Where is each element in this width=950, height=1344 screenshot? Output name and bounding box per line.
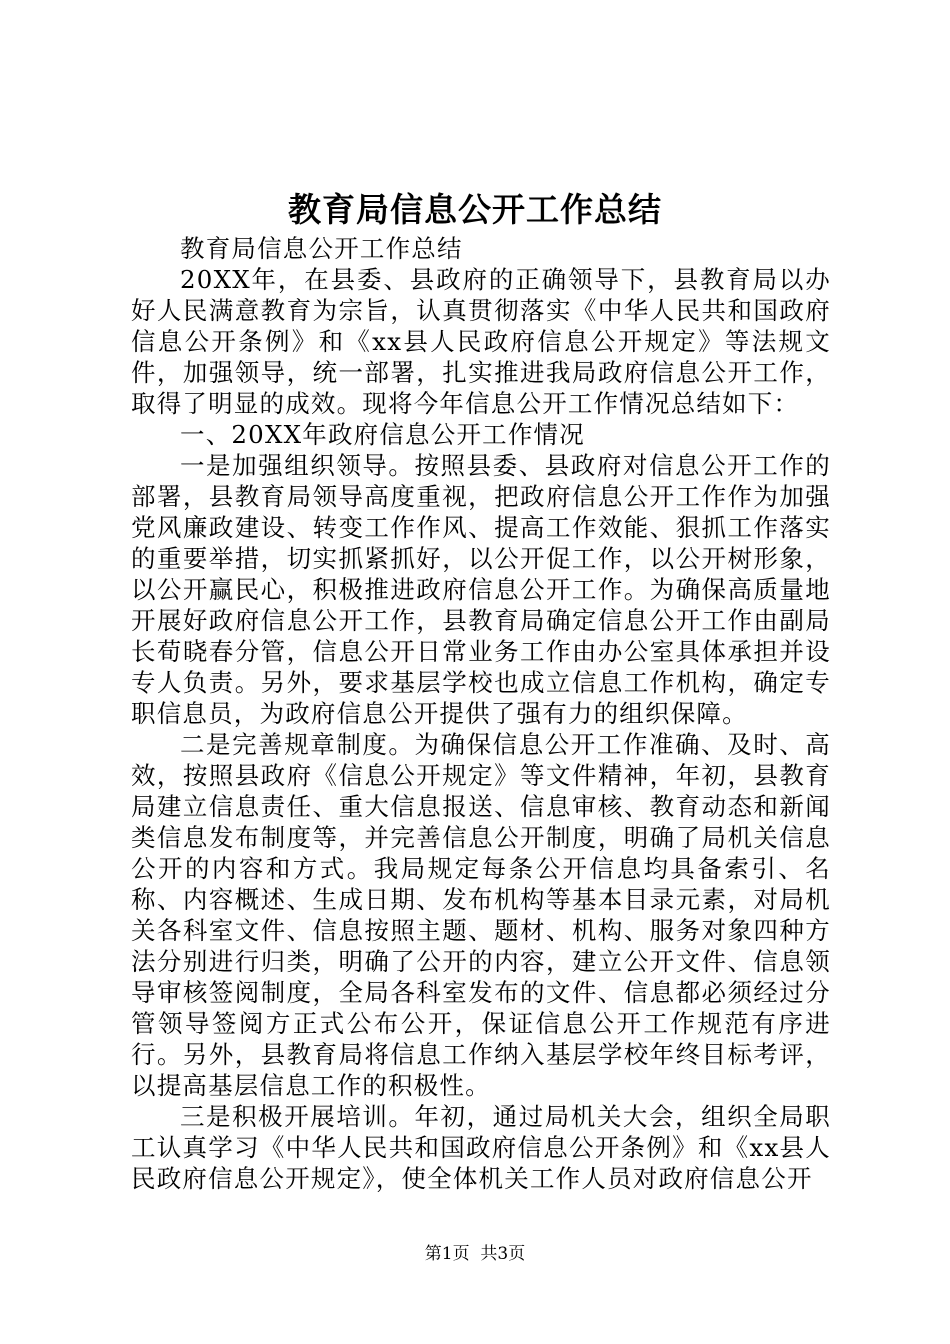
document-title: 教育局信息公开工作总结 xyxy=(288,190,662,229)
paragraph-intro: 20XX年，在县委、县政府的正确领导下，县教育局以办好人民满意教育为宗旨，认真贯彻落实《中华人民共和国政府信息公开条例》和《xx县人民政府信息公开规定》等法规文件，加强领导，统一部署，扎实推进我局政府信息公开工作，取得了明显的成效。现将今年信息公开工作情况总结如下： xyxy=(131,265,831,418)
paragraph-heading: 教育局信息公开工作总结 xyxy=(180,234,463,263)
page-footer xyxy=(0,1242,950,1266)
page-number: 第1页 xyxy=(424,1244,470,1264)
paragraph-section-one: 一、20XX年政府信息公开工作情况 xyxy=(180,420,585,449)
paragraph-regulations: 二是完善规章制度。为确保信息公开工作准确、及时、高效，按照县政府《信息公开规定》等文件精神，年初，县教育局建立信息责任、重大信息报送、信息审核、教育动态和新闻类信息发布制度等，并完善信息公开制度，明确了局机关信息公开的内容和方式。我局规定每条公开信息均具备索引、名称、内容概述、生成日期、发布机构等基本目录元素，对局机关各科室文件、信息按照主题、题材、机构、服务对象四种方法分别进行归类，明确了公开的内容，建立公开文件、信息领导审核签阅制度，全局各科室发布的文件、信息都必须经过分管领导签阅方正式公布公开，保证信息公开工作规范有序进行。另外，县教育局将信息工作纳入基层学校年终目标考评，以提高基层信息工作的积极性。 xyxy=(131,730,831,1100)
paragraph-training: 三是积极开展培训。年初，通过局机关大会，组织全局职工认真学习《中华人民共和国政府信息公开条例》和《xx县人民政府信息公开规定》，使全体机关工作人员对政府信息公开 xyxy=(131,1102,831,1193)
paragraph-organization: 一是加强组织领导。按照县委、县政府对信息公开工作的部署，县教育局领导高度重视，把政府信息公开工作作为加强党风廉政建设、转变工作作风、提高工作效能、狠抓工作落实的重要举措，切实抓紧抓好，以公开促工作，以公开树形象，以公开赢民心，积极推进政府信息公开工作。为确保高质量地开展好政府信息公开工作，县教育局确定信息公开工作由副局长荀晓春分管，信息公开日常业务工作由办公室具体承担并设专人负责。另外，要求基层学校也成立信息工作机构，确定专职信息员，为政府信息公开提供了强有力的组织保障。 xyxy=(131,451,831,728)
page-total: 共3页 xyxy=(480,1244,526,1264)
document-body xyxy=(131,233,831,1194)
